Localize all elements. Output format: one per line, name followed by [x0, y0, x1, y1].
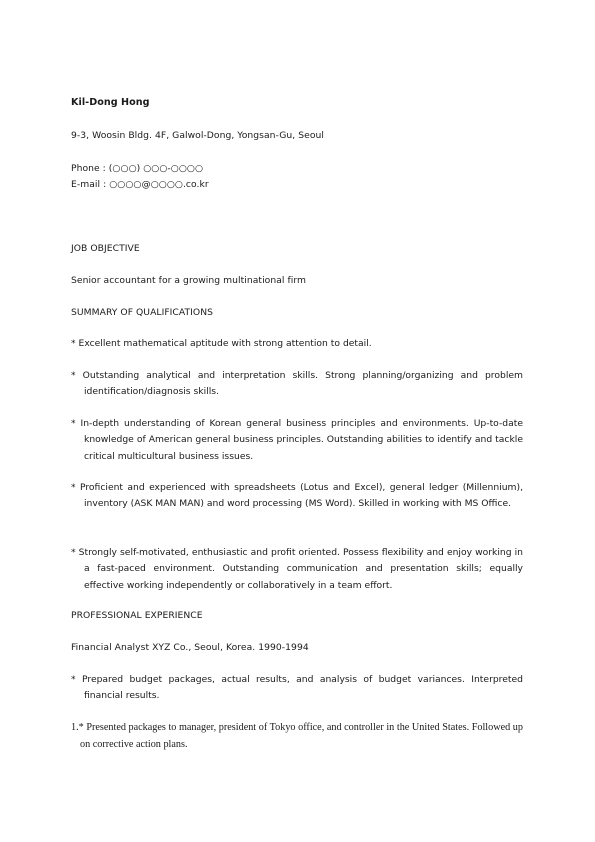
- email: E-mail : ○○○○@○○○○.co.kr: [71, 179, 209, 190]
- job-objective-heading: JOB OBJECTIVE: [71, 243, 140, 254]
- job-title: Financial Analyst XYZ Co., Seoul, Korea. 1990-1994: [71, 642, 309, 653]
- qualification-item: [71, 368, 523, 401]
- qualification-item: * Excellent mathematical aptitude with strong attention to detail.: [71, 338, 372, 349]
- qualification-item-text: * Outstanding analytical and interpretation skills. Strong planning/organizing and problem identification/diagnosis skills.: [71, 370, 523, 398]
- qualification-item-text: * Strongly self-motivated, enthusiastic and profit oriented. Possess flexibility and enjoy working in a fast-paced environment. Outstanding communication and presentation skills; equally effective working independently or collaboratively in a team effort.: [71, 547, 523, 591]
- address: 9-3, Woosin Bldg. 4F, Galwol-Dong, Yongsan-Gu, Seoul: [71, 130, 324, 141]
- qualification-item: [71, 545, 523, 594]
- qualification-item-text: * Proficient and experienced with spreadsheets (Lotus and Excel), general ledger (Millennium), inventory (ASK MAN MAN) and word processing (MS Word). Skilled in working with MS Office.: [71, 482, 523, 510]
- experience-item: [71, 720, 523, 753]
- qualifications-heading: SUMMARY OF QUALIFICATIONS: [71, 307, 214, 318]
- qualification-item: [71, 416, 523, 465]
- experience-item: [71, 672, 523, 705]
- job-objective-text: Senior accountant for a growing multinational firm: [71, 275, 307, 286]
- qualification-item: [71, 480, 523, 513]
- experience-item-text: * Prepared budget packages, actual results, and analysis of budget variances. Interpreted financial results.: [71, 674, 523, 702]
- qualification-item-text: * In-depth understanding of Korean general business principles and environments. Up-to-date knowledge of American general business principles. Outstanding abilities to identify and tackle critical multicultural business issues.: [71, 418, 523, 462]
- phone: Phone : (○○○) ○○○-○○○○: [71, 163, 204, 174]
- experience-heading: PROFESSIONAL EXPERIENCE: [71, 610, 203, 621]
- experience-item-text: 1.* Presented packages to manager, president of Tokyo office, and controller in the United States. Followed up on corrective action plans.: [71, 722, 523, 750]
- applicant-name: Kil-Dong Hong: [71, 97, 150, 108]
